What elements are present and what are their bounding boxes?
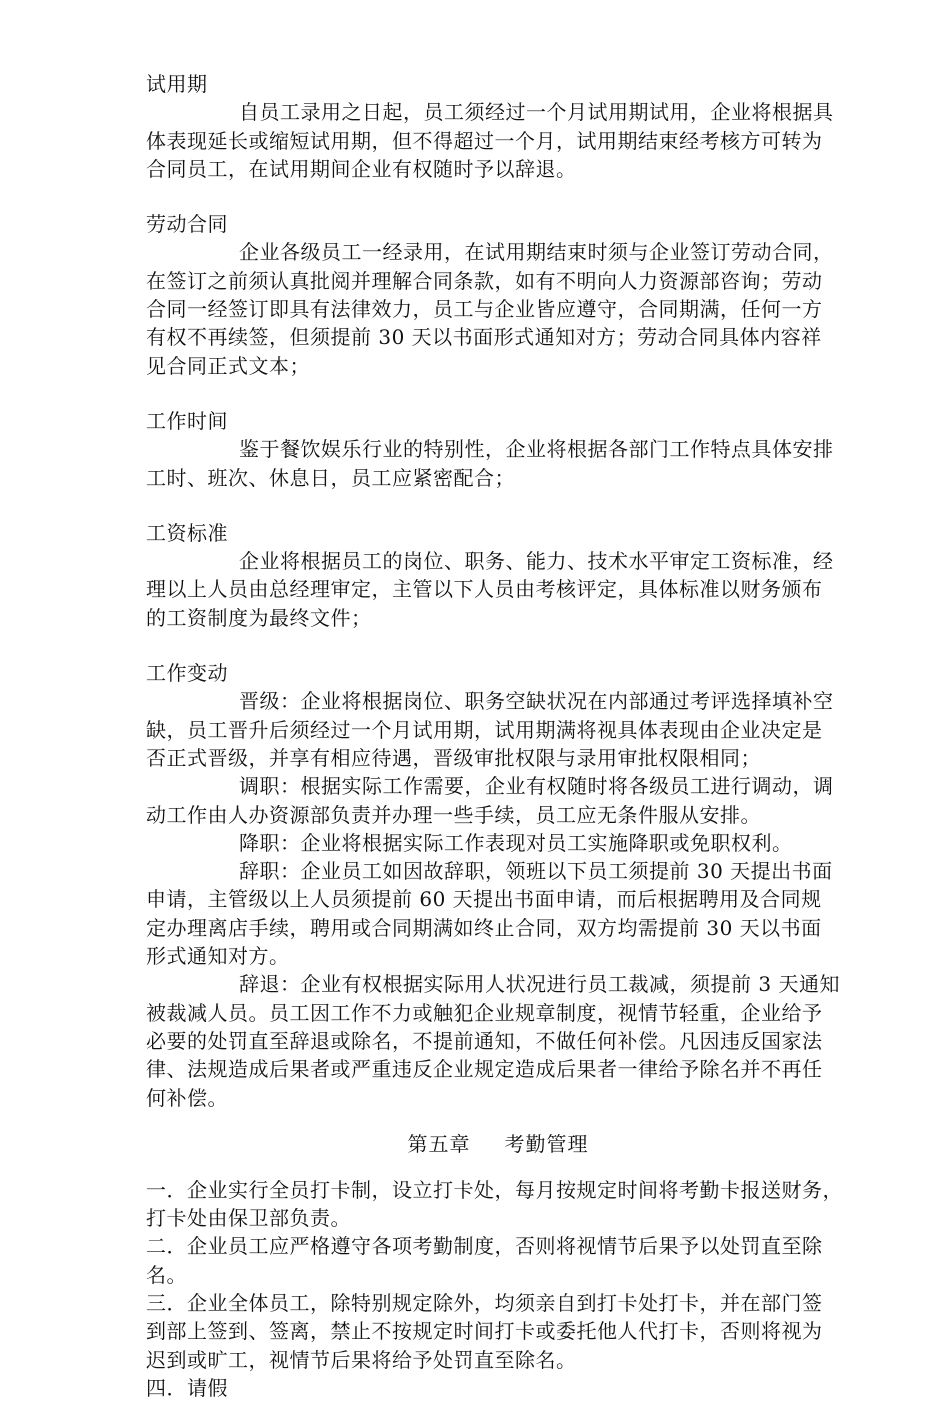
paragraph-line: 何补偿。 (146, 1085, 228, 1110)
paragraph-line: 鉴于餐饮娱乐行业的特别性，企业将根据各部门工作特点具体安排 (239, 437, 834, 462)
paragraph-line: 动工作由人办资源部负责并办理一些手续，员工应无条件服从安排。 (146, 802, 761, 827)
paragraph-line: 合同员工，在试用期间企业有权随时予以辞退。 (146, 156, 577, 181)
paragraph-line: 定办理离店手续，聘用或合同期满如终止合同，双方均需提前 30 天以书面 (146, 915, 822, 940)
paragraph-line: 体表现延长或缩短试用期，但不得超过一个月，试用期结束经考核方可转为 (146, 128, 823, 153)
section-heading-work-time: 工作时间 (146, 408, 228, 433)
attendance-item-line: 打卡处由保卫部负责。 (146, 1206, 351, 1231)
paragraph-line: 调职：根据实际工作需要，企业有权随时将各级员工进行调动，调 (239, 774, 834, 799)
document-page (146, 70, 890, 1402)
attendance-item-line: 名。 (146, 1262, 187, 1287)
chapter-heading (146, 1130, 890, 1158)
attendance-item-line: 迟到或旷工，视情节后果将给予处罚直至除名。 (146, 1347, 577, 1372)
paragraph-line: 必要的处罚直至辞退或除名，不提前通知，不做任何补偿。凡因违反国家法 (146, 1028, 823, 1053)
paragraph-line: 企业各级员工一经录用，在试用期结束时须与企业签订劳动合同， (239, 240, 834, 265)
attendance-item-line: 三．企业全体员工，除特别规定除外，均须亲自到打卡处打卡，并在部门签 (146, 1290, 823, 1315)
paragraph-line: 被裁减人员。员工因工作不力或触犯企业规章制度，视情节轻重，企业给予 (146, 1000, 823, 1025)
paragraph-line: 否正式晋级，并享有相应待遇，晋级审批权限与录用审批权限相同； (146, 745, 761, 770)
paragraph-line: 辞职：企业员工如因故辞职，领班以下员工须提前 30 天提出书面 (239, 859, 833, 884)
section-heading-work-change: 工作变动 (146, 661, 228, 686)
paragraph-line: 理以上人员由总经理审定，主管以下人员由考核评定，具体标准以财务颁布 (146, 577, 823, 602)
section-heading-probation: 试用期 (146, 72, 208, 96)
paragraph-line: 辞退：企业有权根据实际用人状况进行员工裁减，须提前 3 天通知 (239, 972, 840, 997)
paragraph-line: 企业将根据员工的岗位、职务、能力、技术水平审定工资标准，经 (239, 549, 834, 574)
paragraph-line: 缺，员工晋升后须经过一个月试用期，试用期满将视具体表现由企业决定是 (146, 717, 823, 742)
paragraph-line: 有权不再续签，但须提前 30 天以书面形式通知对方；劳动合同具体内容祥 (146, 325, 822, 350)
paragraph-line: 在签订之前须认真批阅并理解合同条款，如有不明向人力资源部咨询；劳动 (146, 268, 823, 293)
paragraph-line: 降职：企业将根据实际工作表现对员工实施降职或免职权利。 (239, 830, 793, 855)
chapter-number: 第五章 (407, 1131, 471, 1156)
attendance-item-line: 二．企业员工应严格遵守各项考勤制度，否则将视情节后果予以处罚直至除 (146, 1234, 823, 1259)
attendance-item-line: 到部上签到、签离，禁止不按规定时间打卡或委托他人代打卡，否则将视为 (146, 1319, 823, 1344)
paragraph-line: 形式通知对方。 (146, 944, 290, 969)
paragraph-line: 晋级：企业将根据岗位、职务空缺状况在内部通过考评选择填补空 (239, 689, 834, 714)
chapter-title: 考勤管理 (504, 1131, 589, 1156)
paragraph-line: 见合同正式文本； (146, 353, 310, 378)
section-heading-wage: 工资标准 (146, 520, 228, 545)
attendance-item-line: 四．请假 (146, 1375, 228, 1400)
paragraph-line: 律、法规造成后果者或严重违反企业规定造成后果者一律给予除名并不再任 (146, 1057, 823, 1082)
paragraph-line: 申请，主管级以上人员须提前 60 天提出书面申请，而后根据聘用及合同规 (146, 887, 822, 912)
paragraph-line: 自员工录用之日起，员工须经过一个月试用期试用，企业将根据具 (239, 100, 834, 125)
paragraph-line: 合同一经签订即具有法律效力，员工与企业皆应遵守，合同期满，任何一方 (146, 297, 823, 322)
paragraph-line: 的工资制度为最终文件； (146, 605, 372, 630)
section-heading-contract: 劳动合同 (146, 212, 228, 237)
attendance-item-line: 一．企业实行全员打卡制，设立打卡处，每月按规定时间将考勤卡报送财务， (146, 1177, 843, 1202)
paragraph-line: 工时、班次、休息日，员工应紧密配合； (146, 465, 515, 490)
